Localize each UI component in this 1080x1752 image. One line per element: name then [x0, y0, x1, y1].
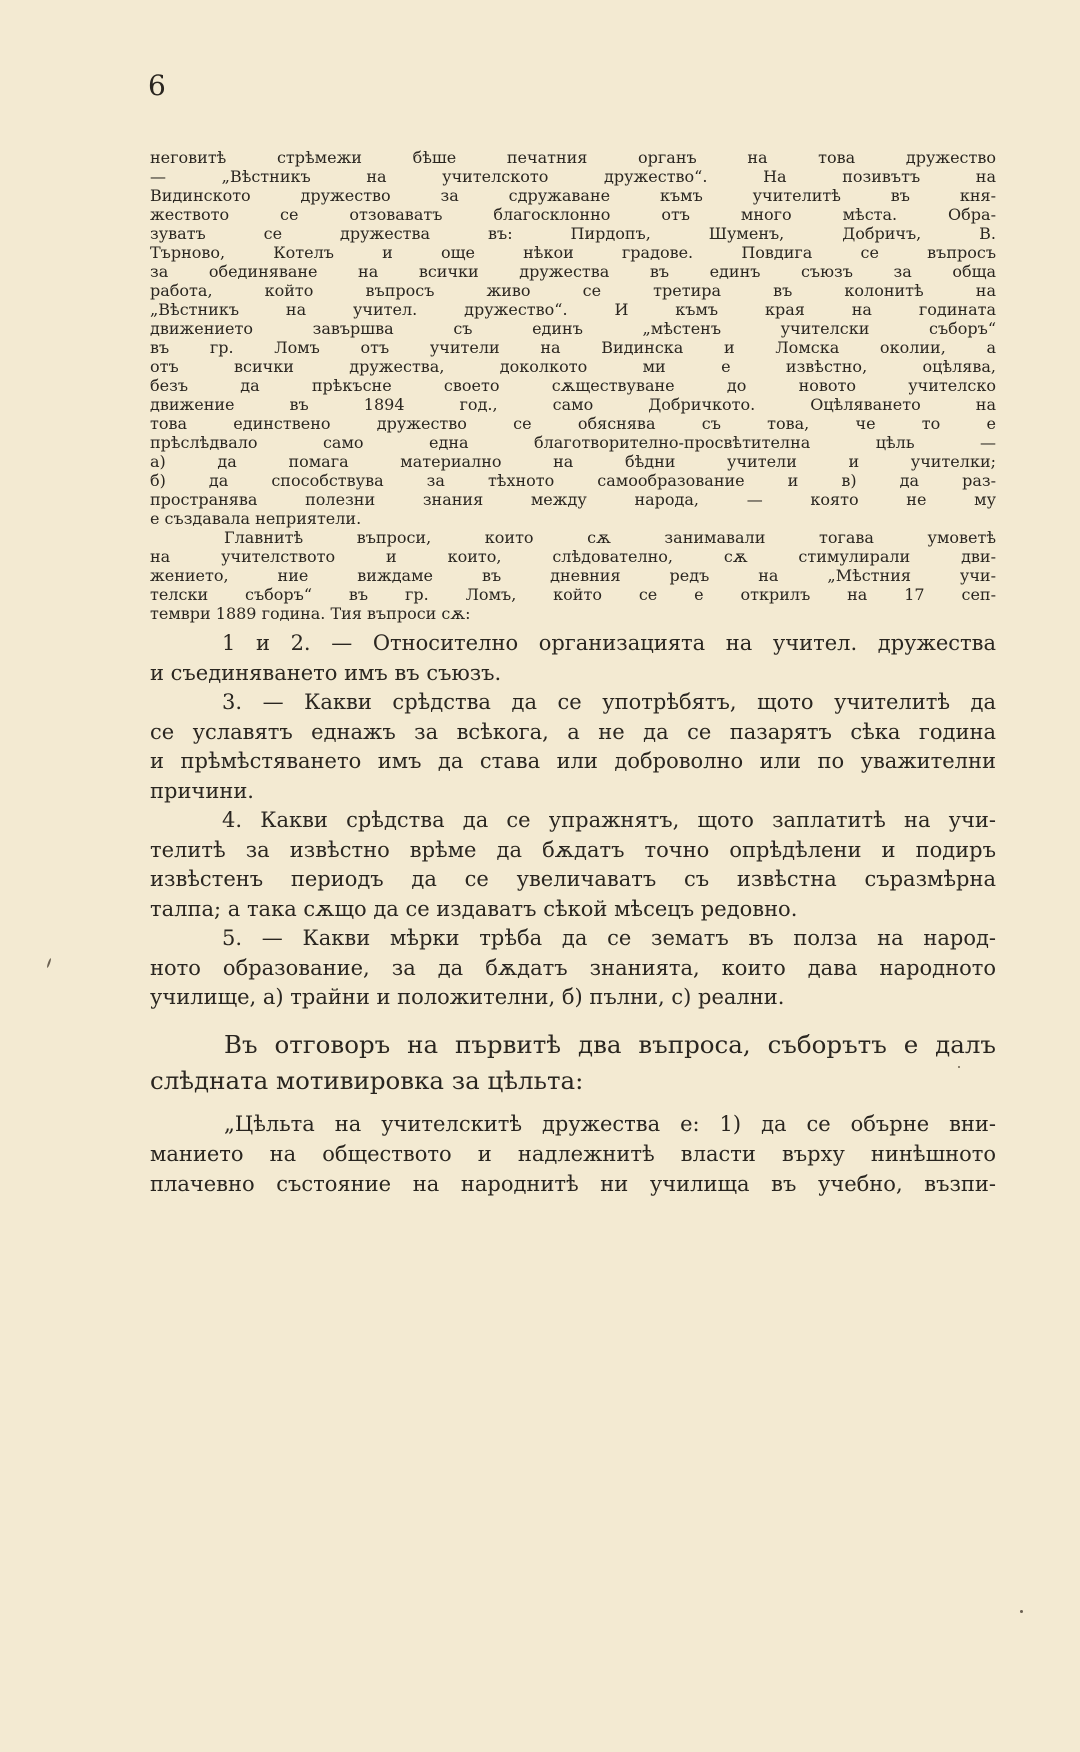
- text-body: [150, 148, 996, 1199]
- text-line: това единствено дружество се обяснява съ това, че то е: [150, 414, 996, 433]
- paper-speck: [958, 1066, 960, 1068]
- text-line: 5. — Какви мѣрки трѣба да се зематъ въ полза на народ-: [222, 926, 996, 950]
- quoted-passage: [150, 1109, 996, 1199]
- text-line: тември 1889 година. Тия въпроси сѫ:: [150, 604, 471, 623]
- paragraph-3: [150, 1027, 996, 1099]
- agenda-item-3: [150, 688, 996, 806]
- text-line: Видинското дружество за сдружаване къмъ учителитѣ въ кня-: [150, 186, 996, 205]
- text-line: б) да способствува за тѣхното самообразование и в) да раз-: [150, 471, 996, 490]
- text-line: извѣстенъ периодъ да се увеличаватъ съ извѣстна съразмѣрна: [150, 867, 996, 891]
- text-line: безъ да прѣкъсне своето сѫществуване до новото учителско: [150, 376, 996, 395]
- text-line: манието на обществото и надлежнитѣ власти върху нинѣшното: [150, 1141, 996, 1166]
- text-line: неговитѣ стрѣмежи бѣше печатния органъ на това дружество: [150, 148, 996, 167]
- agenda-list: [150, 629, 996, 1013]
- agenda-item-1-2: [150, 629, 996, 688]
- text-line: е създавала неприятели.: [150, 509, 362, 528]
- text-line: на учителството и които, слѣдователно, сѫ стимулирали дви-: [150, 547, 996, 566]
- paragraph-1: [150, 148, 996, 528]
- text-line: 1 и 2. — Относително организацията на учител. дружества: [222, 631, 996, 655]
- text-line: ното образование, за да бѫдатъ знанията, които дава народното: [150, 955, 996, 980]
- text-line: и прѣмѣстяването имъ да става или доброволно или по уважителни: [150, 749, 996, 773]
- text-line: — „Вѣстникъ на учителското дружество“. На позивътъ на: [150, 167, 996, 186]
- text-line: се уславятъ еднажъ за всѣкога, а не да се пазарятъ сѣка година: [150, 719, 996, 744]
- text-line: Въ отговоръ на първитѣ два въпроса, съборътъ е далъ: [224, 1029, 996, 1059]
- text-line: 4. Какви срѣдства да се упражнятъ, щото заплатитѣ на учи-: [222, 808, 996, 832]
- text-line: училище, а) трайни и положителни, б) пълни, с) реални.: [150, 985, 785, 1009]
- agenda-item-5: [150, 924, 996, 1013]
- text-line: талпа; а така сѫщо да се издаватъ сѣкой мѣсецъ редовно.: [150, 896, 798, 921]
- text-line: жеството се отзоваватъ благосклонно отъ много мѣста. Обра-: [150, 205, 996, 224]
- paper-speck: [1020, 1610, 1023, 1613]
- text-line: отъ всички дружества, доколкото ми е извѣстно, оцѣлява,: [150, 357, 996, 376]
- text-line: Главнитѣ въпроси, които сѫ занимавали тогава умоветѣ: [224, 528, 996, 547]
- paragraph-2: [150, 528, 996, 623]
- text-line: движението завършва съ единъ „мѣстенъ учителски съборъ“: [150, 319, 996, 338]
- text-line: слѣдната мотивировка за цѣльта:: [150, 1065, 584, 1095]
- text-line: движение въ 1894 год., само Добричкото. Оцѣляването на: [150, 395, 996, 414]
- text-line: зуватъ се дружества въ: Пирдопъ, Шуменъ, Добричъ, В.: [150, 224, 996, 243]
- text-line: работа, който въпросъ живо се третира въ колонитѣ на: [150, 281, 996, 300]
- text-line: телитѣ за извѣстно врѣме да бѫдатъ точно опрѣдѣлени и подиръ: [150, 837, 996, 862]
- text-line: телски съборъ“ въ гр. Ломъ, който се е открилъ на 17 сеп-: [150, 585, 996, 604]
- text-line: прѣслѣдвало само една благотворително-просвѣтителна цѣль —: [150, 433, 996, 452]
- text-line: Търново, Котелъ и още нѣкои градове. Повдига се въпросъ: [150, 243, 996, 262]
- text-line: жението, ние виждаме въ дневния редъ на „Мѣстния учи-: [150, 566, 996, 585]
- text-line: а) да помага материално на бѣдни учители и учителки;: [150, 452, 996, 471]
- text-line: причини.: [150, 778, 254, 803]
- text-line: 3. — Какви срѣдства да се употрѣбятъ, щото учителитѣ да: [222, 690, 996, 714]
- text-line: за обединяване на всички дружества въ единъ съюзъ за обща: [150, 262, 996, 281]
- text-line: „Цѣльта на учителскитѣ дружества е: 1) да се обърне вни-: [224, 1111, 996, 1136]
- text-line: „Вѣстникъ на учител. дружество“. И къмъ края на годината: [150, 300, 996, 319]
- text-line: и съединяването имъ въ съюзъ.: [150, 660, 502, 685]
- agenda-item-4: [150, 806, 996, 924]
- paper-speck: [46, 958, 51, 968]
- text-line: въ гр. Ломъ отъ учители на Видинска и Ломска околии, а: [150, 338, 996, 357]
- text-line: пространява полезни знания между народа, — която не му: [150, 490, 996, 509]
- page-number: 6: [148, 69, 166, 102]
- text-line: плачевно състояние на народнитѣ ни училища въ учебно, възпи-: [150, 1171, 996, 1196]
